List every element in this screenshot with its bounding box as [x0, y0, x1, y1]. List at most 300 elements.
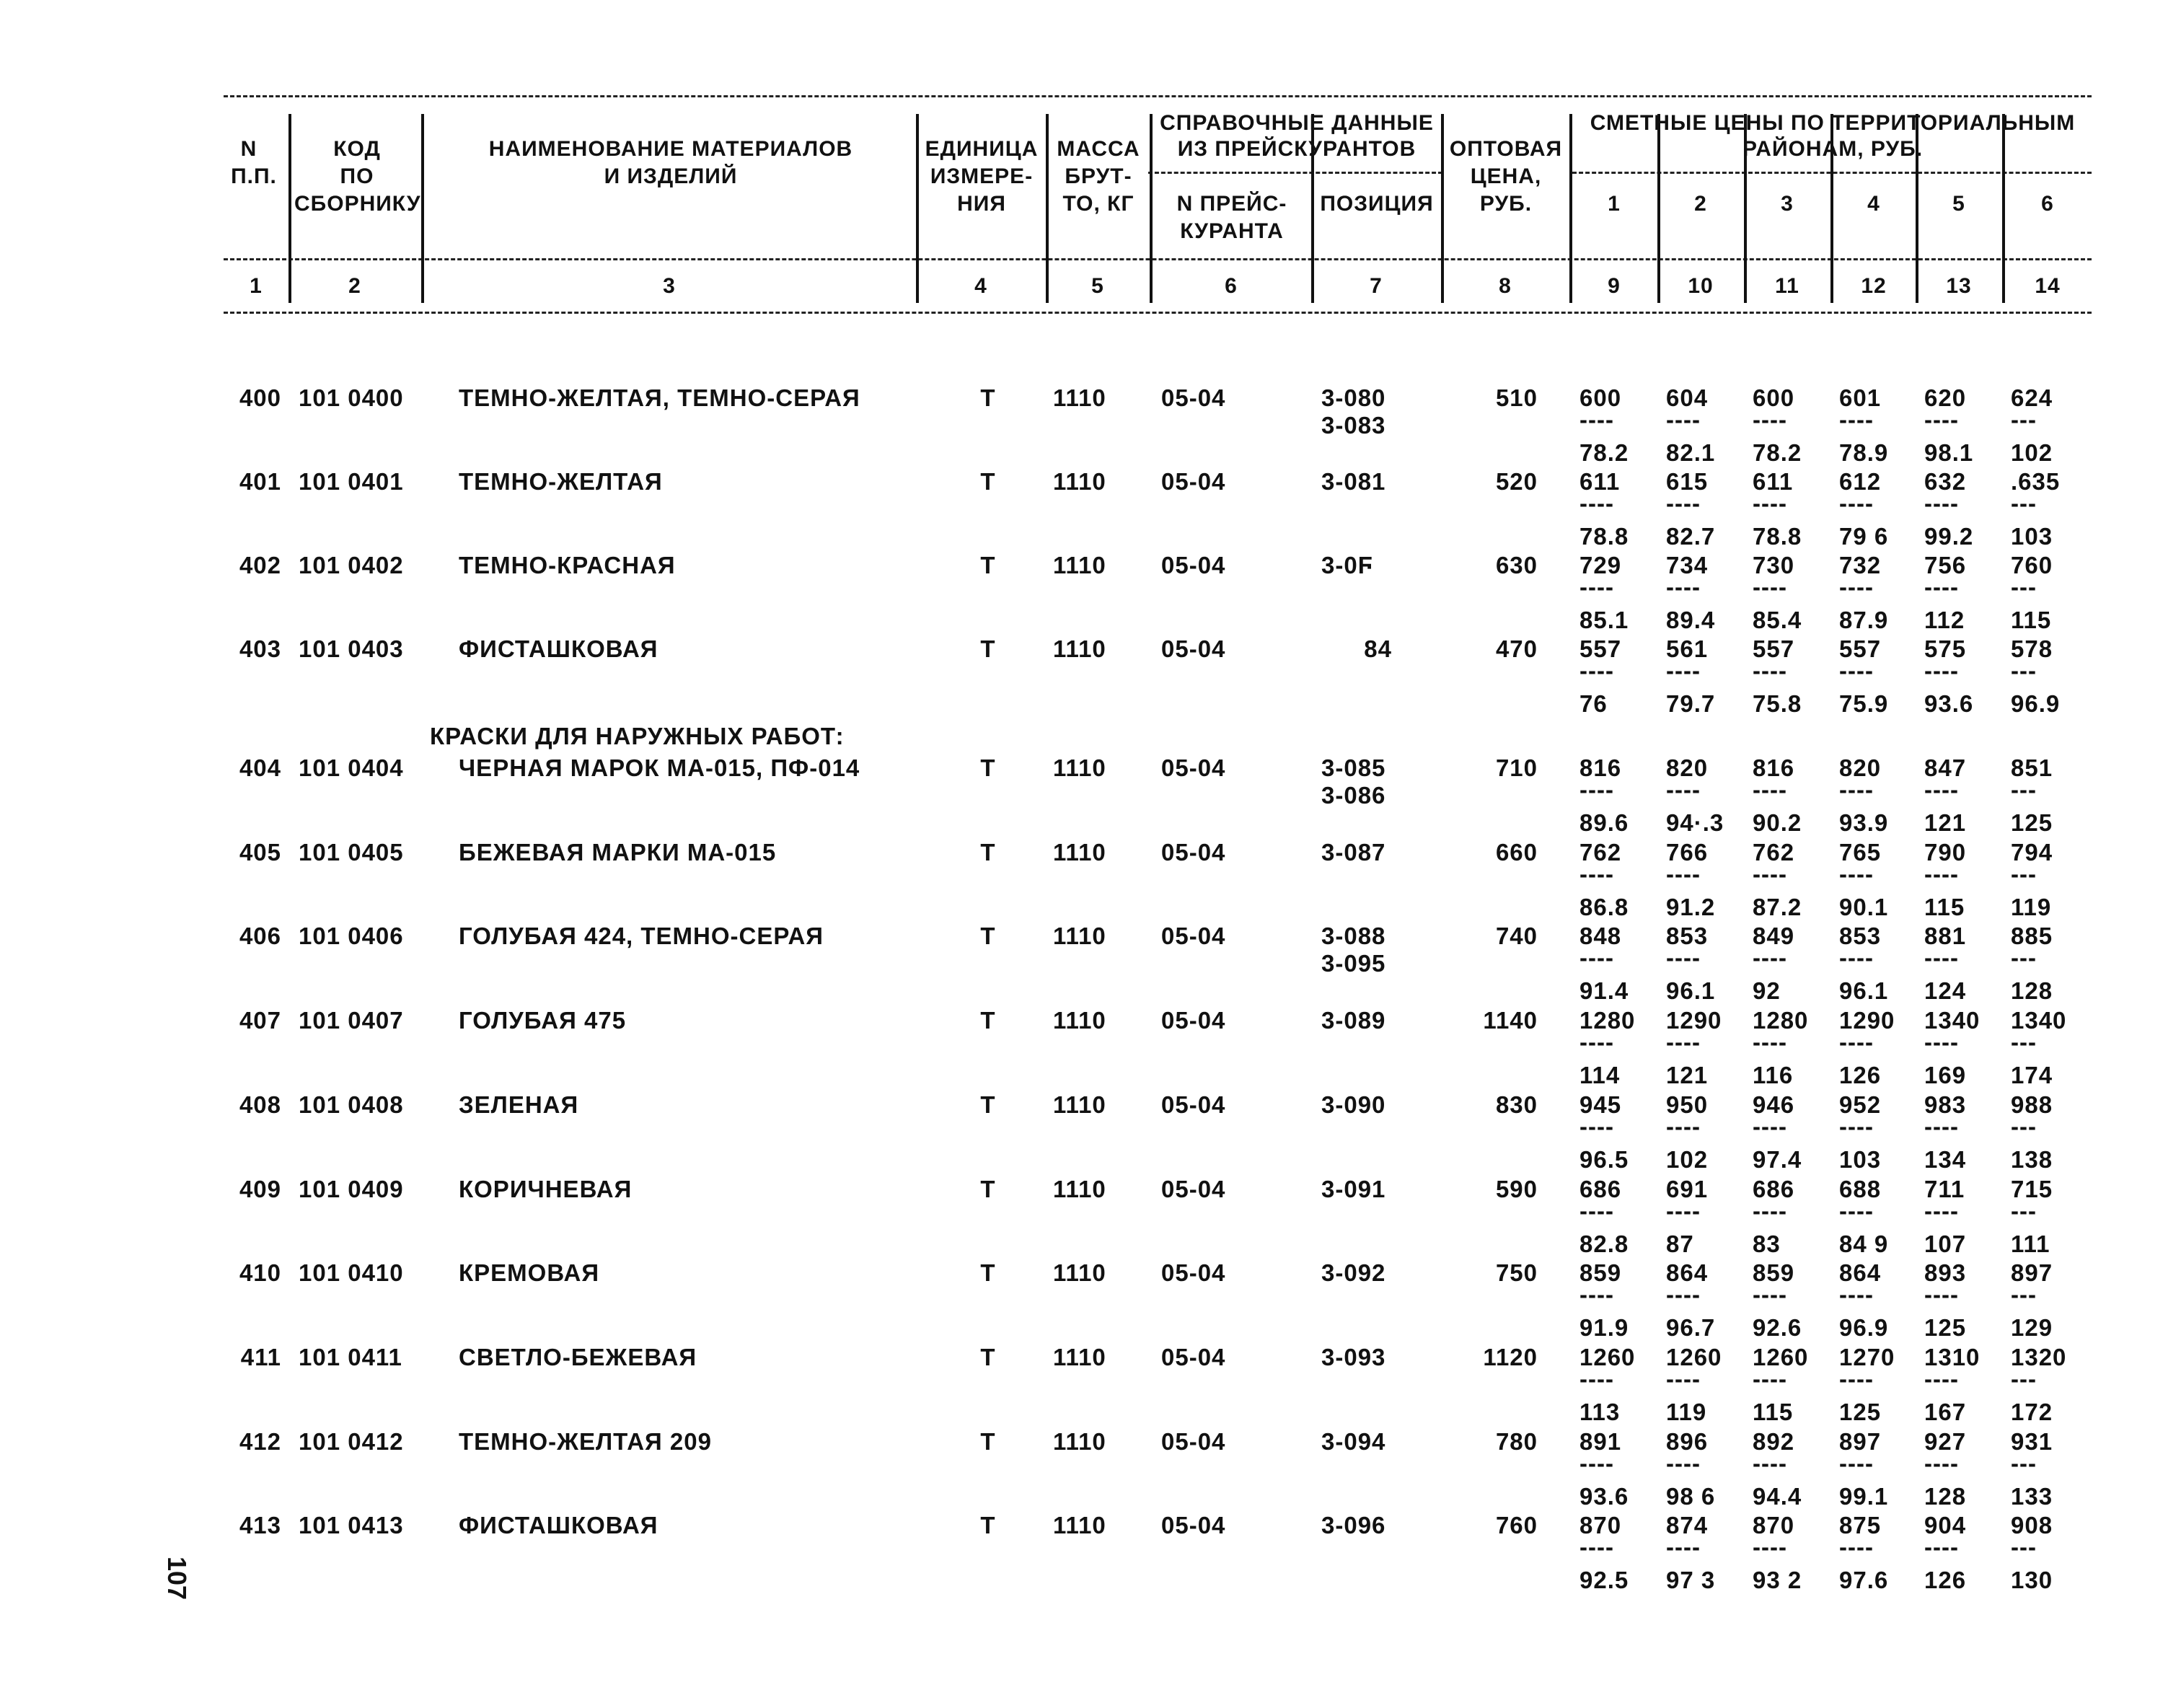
- row-sub-district-5: 128: [1924, 1482, 1967, 1510]
- header-colnum-10: 10: [1688, 274, 1714, 298]
- fraction-dash: ----: [1839, 1281, 1874, 1308]
- row-price-district-2: 766: [1666, 838, 1709, 866]
- header-opt-3: РУБ.: [1479, 192, 1533, 216]
- row-unit: Т: [980, 384, 996, 411]
- row-price-district-4: 688: [1839, 1175, 1882, 1202]
- row-price-district-3: 849: [1753, 923, 1795, 950]
- row-opt-price: 710: [1495, 754, 1538, 781]
- fraction-dash: ----: [1839, 776, 1874, 803]
- fraction-dash: ----: [1666, 573, 1701, 600]
- header-colnum-5: 5: [1091, 274, 1104, 298]
- row-position: 3-096: [1321, 1512, 1386, 1539]
- header-mass-3: ТО, КГ: [1062, 192, 1134, 216]
- fraction-dash: ----: [1753, 1365, 1787, 1392]
- row-price-district-1: 762: [1579, 838, 1622, 866]
- row-code: 101 0404: [299, 754, 404, 781]
- row-pricelist: 05-04: [1161, 552, 1226, 578]
- fraction-dash: ----: [1579, 657, 1614, 684]
- fraction-dash: ---: [2011, 1533, 2037, 1561]
- fraction-dash: ----: [1666, 1533, 1701, 1561]
- fraction-dash: ----: [1666, 1112, 1701, 1140]
- header-column-divider: [1046, 114, 1049, 303]
- fraction-dash: ----: [1924, 490, 1959, 516]
- fraction-dash: ----: [1839, 657, 1874, 684]
- row-sub-district-5: 99.2: [1924, 523, 1974, 550]
- header-colnum-1: 1: [250, 274, 263, 298]
- row-price-district-3: 1280: [1753, 1007, 1809, 1034]
- row-pricelist: 05-04: [1161, 1512, 1226, 1539]
- fraction-dash: ----: [1666, 1197, 1701, 1224]
- header-district-2: 2: [1694, 192, 1707, 216]
- row-unit: Т: [980, 923, 996, 950]
- page-number: 107: [162, 1557, 192, 1601]
- row-opt-price: 1120: [1483, 1343, 1538, 1370]
- row-mass: 1110: [1053, 552, 1106, 578]
- row-sub-district-4: 90.1: [1839, 893, 1889, 920]
- row-price-district-4: 1270: [1839, 1343, 1895, 1370]
- row-opt-price: 510: [1495, 384, 1538, 411]
- fraction-dash: ----: [1579, 1365, 1614, 1392]
- fraction-dash: ----: [1924, 1281, 1959, 1308]
- row-code: 101 0413: [299, 1512, 404, 1539]
- fraction-dash: ----: [1753, 1533, 1787, 1561]
- sprav-split-rule: [1148, 172, 1442, 174]
- row-code: 101 0405: [299, 838, 404, 866]
- header-district-1: 1: [1608, 192, 1621, 216]
- row-sub-district-1: 93.6: [1579, 1482, 1629, 1510]
- fraction-dash: ----: [1753, 860, 1787, 887]
- row-price-district-1: 945: [1579, 1091, 1622, 1118]
- header-colnum-9: 9: [1608, 274, 1621, 298]
- row-price-district-4: 897: [1839, 1427, 1882, 1455]
- fraction-dash: ----: [1924, 1365, 1959, 1392]
- fraction-dash: ----: [1579, 776, 1614, 803]
- row-sub-district-6: 102: [2011, 439, 2053, 466]
- row-price-district-6: 988: [2011, 1091, 2053, 1118]
- row-position: 3-092: [1321, 1259, 1386, 1287]
- row-price-district-3: 730: [1753, 552, 1795, 578]
- row-sub-district-4: 84 9: [1839, 1230, 1889, 1257]
- row-price-district-6: 624: [2011, 384, 2053, 411]
- row-price-district-5: 1310: [1924, 1343, 1980, 1370]
- row-sub-district-3: 92.6: [1753, 1314, 1802, 1342]
- fraction-dash: ----: [1666, 490, 1701, 516]
- row-name: ТЕМНО-ЖЕЛТАЯ, ТЕМНО-СЕРАЯ: [459, 384, 860, 411]
- row-pricelist: 05-04: [1161, 923, 1226, 950]
- row-price-district-1: 891: [1579, 1427, 1622, 1455]
- fraction-dash: ----: [1753, 1281, 1787, 1308]
- fraction-dash: ----: [1666, 944, 1701, 972]
- row-name: ФИСТАШКОВАЯ: [459, 1512, 658, 1539]
- fraction-dash: ----: [1753, 776, 1787, 803]
- header-pricelist-1: N ПРЕЙС-: [1176, 192, 1287, 216]
- row-sub-district-4: 96.1: [1839, 977, 1889, 1005]
- header-mass-2: БРУТ-: [1065, 164, 1132, 188]
- row-sub-district-1: 114: [1579, 1062, 1621, 1089]
- row-name: ФИСТАШКОВАЯ: [459, 635, 658, 662]
- row-code: 101 0412: [299, 1427, 404, 1455]
- row-code: 101 0411: [299, 1343, 402, 1370]
- row-name: ТЕМНО-ЖЕЛТАЯ 209: [459, 1427, 712, 1455]
- row-price-district-3: 557: [1753, 635, 1795, 662]
- fraction-dash: ---: [2011, 490, 2037, 516]
- row-name: ЗЕЛЕНАЯ: [459, 1091, 579, 1118]
- row-sub-district-1: 113: [1579, 1398, 1621, 1425]
- row-price-district-2: 604: [1666, 384, 1709, 411]
- fraction-dash: ---: [2011, 944, 2037, 972]
- row-name: СВЕТЛО-БЕЖЕВАЯ: [459, 1343, 697, 1370]
- row-price-district-2: 561: [1666, 635, 1709, 662]
- row-sub-district-2: 82.7: [1666, 523, 1716, 550]
- row-sub-district-6: 174: [2011, 1062, 2053, 1089]
- header-column-divider: [1150, 114, 1153, 303]
- row-price-district-3: 892: [1753, 1427, 1795, 1455]
- fraction-dash: ---: [2011, 860, 2037, 887]
- row-sub-district-6: 128: [2011, 977, 2053, 1005]
- row-opt-price: 590: [1495, 1175, 1538, 1202]
- row-unit: Т: [980, 635, 996, 662]
- row-price-district-3: 686: [1753, 1175, 1795, 1202]
- row-number: 410: [239, 1259, 281, 1287]
- row-name: ГОЛУБАЯ 475: [459, 1007, 627, 1034]
- row-sub-district-1: 85.1: [1579, 607, 1629, 633]
- row-pricelist: 05-04: [1161, 635, 1226, 662]
- row-sub-district-3: 116: [1753, 1062, 1794, 1089]
- row-sub-district-3: 83: [1753, 1230, 1781, 1257]
- row-price-district-2: 691: [1666, 1175, 1709, 1202]
- header-colnum-8: 8: [1499, 274, 1512, 298]
- row-sub-district-4: 96.9: [1839, 1314, 1889, 1342]
- row-position: 84: [1364, 635, 1392, 662]
- row-pricelist: 05-04: [1161, 1343, 1226, 1370]
- row-price-district-6: 897: [2011, 1259, 2053, 1287]
- row-number: 403: [239, 635, 281, 662]
- row-position-2: 3-095: [1321, 950, 1386, 977]
- row-price-district-1: 729: [1579, 552, 1622, 578]
- row-price-district-4: 601: [1839, 384, 1882, 411]
- fraction-dash: ----: [1839, 944, 1874, 972]
- row-sub-district-4: 126: [1839, 1062, 1882, 1089]
- fraction-dash: ----: [1924, 1449, 1959, 1476]
- fraction-dash: ----: [1839, 1029, 1874, 1056]
- header-column-divider: [288, 114, 291, 303]
- fraction-dash: ----: [1924, 1112, 1959, 1140]
- row-sub-district-5: 124: [1924, 977, 1967, 1005]
- row-price-district-6: .635: [2011, 468, 2061, 495]
- row-price-district-4: 557: [1839, 635, 1882, 662]
- row-sub-district-4: 79 6: [1839, 523, 1889, 550]
- row-sub-district-4: 97.6: [1839, 1567, 1889, 1594]
- row-price-district-5: 983: [1924, 1091, 1967, 1118]
- header-n-pp: П.П.: [231, 164, 277, 188]
- row-sub-district-5: 93.6: [1924, 690, 1974, 717]
- fraction-dash: ----: [1753, 944, 1787, 972]
- row-sub-district-2: 119: [1666, 1398, 1707, 1425]
- row-sub-district-1: 78.2: [1579, 439, 1629, 466]
- row-position: 3-085: [1321, 754, 1386, 781]
- row-position-2: 3-086: [1321, 782, 1386, 809]
- header-district-3: 3: [1781, 192, 1794, 216]
- row-number: 407: [239, 1007, 281, 1034]
- row-sub-district-3: 78.2: [1753, 439, 1802, 466]
- header-naim-1: НАИМЕНОВАНИЕ МАТЕРИАЛОВ: [488, 137, 853, 161]
- row-sub-district-3: 93 2: [1753, 1567, 1802, 1594]
- fraction-dash: ----: [1753, 1449, 1787, 1476]
- fraction-dash: ----: [1839, 1365, 1874, 1392]
- fraction-dash: ----: [1839, 1197, 1874, 1224]
- fraction-dash: ----: [1839, 860, 1874, 887]
- row-price-district-6: 1320: [2011, 1343, 2067, 1370]
- row-price-district-4: 765: [1839, 838, 1882, 866]
- row-mass: 1110: [1053, 754, 1106, 781]
- row-name: ТЕМНО-КРАСНАЯ: [459, 552, 676, 578]
- row-position: 3-087: [1321, 838, 1386, 866]
- header-sprav-2: ИЗ ПРЕЙСКУРАНТОВ: [1177, 137, 1416, 161]
- row-pricelist: 05-04: [1161, 1007, 1226, 1034]
- row-price-district-6: 885: [2011, 923, 2053, 950]
- header-colnum-11: 11: [1775, 274, 1799, 298]
- row-position: 3-081: [1321, 468, 1386, 495]
- row-sub-district-5: 112: [1924, 607, 1965, 633]
- row-sub-district-1: 86.8: [1579, 893, 1629, 920]
- header-pricelist-2: КУРАНТА: [1180, 219, 1284, 243]
- row-position: 3-090: [1321, 1091, 1386, 1118]
- fraction-dash: ----: [1839, 406, 1874, 433]
- header-kod-sb: СБОРНИКУ: [294, 192, 421, 216]
- fraction-dash: ----: [1579, 406, 1614, 433]
- row-sub-district-5: 121: [1924, 809, 1967, 836]
- row-position: 3-093: [1321, 1343, 1386, 1370]
- row-name: КРЕМОВАЯ: [459, 1259, 600, 1287]
- row-sub-district-2: 91.2: [1666, 893, 1716, 920]
- header-colnum-6: 6: [1225, 274, 1238, 298]
- row-mass: 1110: [1053, 468, 1106, 495]
- row-pricelist: 05-04: [1161, 1427, 1226, 1455]
- fraction-dash: ---: [2011, 1449, 2037, 1476]
- row-sub-district-6: 96.9: [2011, 690, 2061, 717]
- row-code: 101 0401: [299, 468, 404, 495]
- row-code: 101 0407: [299, 1007, 404, 1034]
- row-sub-district-6: 111: [2011, 1230, 2050, 1257]
- row-name: ТЕМНО-ЖЕЛТАЯ: [459, 468, 663, 495]
- row-price-district-5: 756: [1924, 552, 1967, 578]
- row-mass: 1110: [1053, 384, 1106, 411]
- row-price-district-3: 859: [1753, 1259, 1795, 1287]
- fraction-dash: ----: [1839, 1449, 1874, 1476]
- row-position: 3-091: [1321, 1175, 1386, 1202]
- header-mass-1: МАССА: [1057, 137, 1140, 161]
- fraction-dash: ----: [1924, 944, 1959, 972]
- header-colnum-7: 7: [1370, 274, 1383, 298]
- row-code: 101 0403: [299, 635, 404, 662]
- row-sub-district-4: 103: [1839, 1145, 1882, 1173]
- row-sub-district-3: 97.4: [1753, 1145, 1802, 1173]
- row-sub-district-5: 167: [1924, 1398, 1967, 1425]
- row-number: 406: [239, 923, 281, 950]
- row-position: 3-094: [1321, 1427, 1386, 1455]
- row-price-district-5: 893: [1924, 1259, 1967, 1287]
- fraction-dash: ----: [1753, 490, 1787, 516]
- row-pricelist: 05-04: [1161, 1175, 1226, 1202]
- row-price-district-4: 864: [1839, 1259, 1882, 1287]
- row-unit: Т: [980, 1512, 996, 1539]
- fraction-dash: ---: [2011, 1112, 2037, 1140]
- row-number: 400: [239, 384, 281, 411]
- row-mass: 1110: [1053, 838, 1106, 866]
- row-price-district-4: 853: [1839, 923, 1882, 950]
- fraction-dash: ---: [2011, 1197, 2037, 1224]
- row-number: 411: [240, 1343, 281, 1370]
- fraction-dash: ----: [1579, 944, 1614, 972]
- fraction-dash: ----: [1753, 1112, 1787, 1140]
- row-sub-district-1: 91.4: [1579, 977, 1629, 1005]
- row-price-district-5: 632: [1924, 468, 1967, 495]
- row-mass: 1110: [1053, 1512, 1106, 1539]
- row-sub-district-4: 87.9: [1839, 607, 1889, 633]
- row-sub-district-5: 125: [1924, 1314, 1967, 1342]
- row-unit: Т: [980, 1427, 996, 1455]
- row-price-district-2: 896: [1666, 1427, 1709, 1455]
- row-sub-district-2: 98 6: [1666, 1482, 1716, 1510]
- row-code: 101 0402: [299, 552, 404, 578]
- fraction-dash: ----: [1666, 860, 1701, 887]
- fraction-dash: ----: [1666, 1365, 1701, 1392]
- fraction-dash: ----: [1753, 1029, 1787, 1056]
- fraction-dash: ----: [1579, 1029, 1614, 1056]
- fraction-dash: ----: [1753, 573, 1787, 600]
- row-price-district-1: 870: [1579, 1512, 1622, 1539]
- fraction-dash: ----: [1753, 657, 1787, 684]
- row-price-district-6: 578: [2011, 635, 2053, 662]
- fraction-dash: ----: [1666, 657, 1701, 684]
- fraction-dash: ----: [1666, 1029, 1701, 1056]
- row-price-district-2: 615: [1666, 468, 1709, 495]
- row-sub-district-3: 92: [1753, 977, 1781, 1005]
- header-top-rule: [224, 95, 2092, 97]
- row-mass: 1110: [1053, 1427, 1106, 1455]
- header-kod-po: ПО: [340, 164, 374, 188]
- fraction-dash: ----: [1924, 406, 1959, 433]
- row-sub-district-6: 172: [2011, 1398, 2053, 1425]
- header-colnum-12: 12: [1861, 274, 1887, 298]
- row-sub-district-2: 79.7: [1666, 690, 1716, 717]
- row-opt-price: 750: [1495, 1259, 1538, 1287]
- row-unit: Т: [980, 754, 996, 781]
- row-mass: 1110: [1053, 1007, 1106, 1034]
- header-district-6: 6: [2041, 192, 2054, 216]
- row-unit: Т: [980, 1343, 996, 1370]
- row-price-district-4: 732: [1839, 552, 1882, 578]
- row-pricelist: 05-04: [1161, 838, 1226, 866]
- row-sub-district-2: 97 3: [1666, 1567, 1716, 1594]
- row-sub-district-2: 82.1: [1666, 439, 1716, 466]
- row-code: 101 0400: [299, 384, 404, 411]
- row-price-district-2: 734: [1666, 552, 1709, 578]
- row-price-district-2: 1260: [1666, 1343, 1722, 1370]
- row-price-district-3: 1260: [1753, 1343, 1809, 1370]
- row-sub-district-3: 87.2: [1753, 893, 1802, 920]
- row-price-district-1: 1260: [1579, 1343, 1636, 1370]
- row-sub-district-1: 78.8: [1579, 523, 1629, 550]
- row-price-district-1: 557: [1579, 635, 1622, 662]
- row-sub-district-6: 129: [2011, 1314, 2053, 1342]
- fraction-dash: ----: [1924, 573, 1959, 600]
- row-price-district-4: 952: [1839, 1091, 1882, 1118]
- row-name: БЕЖЕВАЯ МАРКИ МА-015: [459, 838, 777, 866]
- row-unit: Т: [980, 1007, 996, 1034]
- header-sprav-1: СПРАВОЧНЫЕ ДАННЫЕ: [1160, 111, 1434, 135]
- header-district-5: 5: [1952, 192, 1965, 216]
- fraction-dash: ----: [1924, 1029, 1959, 1056]
- row-price-district-3: 870: [1753, 1512, 1795, 1539]
- row-sub-district-3: 94.4: [1753, 1482, 1802, 1510]
- header-colnum-rule: [224, 258, 2092, 260]
- row-sub-district-1: 76: [1579, 690, 1608, 717]
- row-number: 402: [239, 552, 281, 578]
- fraction-dash: ----: [1924, 860, 1959, 887]
- row-pricelist: 05-04: [1161, 468, 1226, 495]
- row-name: КОРИЧНЕВАЯ: [459, 1175, 633, 1202]
- row-number: 413: [239, 1512, 281, 1539]
- row-sub-district-4: 99.1: [1839, 1482, 1889, 1510]
- row-sub-district-3: 85.4: [1753, 607, 1802, 633]
- row-price-district-6: 715: [2011, 1175, 2053, 1202]
- row-price-district-2: 1290: [1666, 1007, 1722, 1034]
- row-price-district-5: 1340: [1924, 1007, 1980, 1034]
- row-unit: Т: [980, 1091, 996, 1118]
- fraction-dash: ----: [1579, 860, 1614, 887]
- fraction-dash: ----: [1839, 573, 1874, 600]
- row-opt-price: 520: [1495, 468, 1538, 495]
- fraction-dash: ----: [1924, 1533, 1959, 1561]
- header-unit-1: ЕДИНИЦА: [925, 137, 1039, 161]
- section-title: КРАСКИ ДЛЯ НАРУЖНЫХ РАБОТ:: [430, 723, 845, 749]
- fraction-dash: ----: [1579, 490, 1614, 516]
- header-column-divider: [916, 114, 919, 303]
- header-bottom-rule: [224, 312, 2092, 314]
- fraction-dash: ----: [1666, 1449, 1701, 1476]
- row-position-2: 3-083: [1321, 412, 1386, 439]
- row-sub-district-3: 115: [1753, 1398, 1794, 1425]
- fraction-dash: ---: [2011, 573, 2037, 600]
- row-number: 409: [239, 1175, 281, 1202]
- row-number: 408: [239, 1091, 281, 1118]
- header-colnum-13: 13: [1946, 274, 1972, 298]
- row-price-district-5: 711: [1924, 1175, 1965, 1202]
- fraction-dash: ----: [1579, 1281, 1614, 1308]
- fraction-dash: ----: [1579, 1197, 1614, 1224]
- fraction-dash: ----: [1666, 776, 1701, 803]
- fraction-dash: ---: [2011, 1365, 2037, 1392]
- row-mass: 1110: [1053, 1091, 1106, 1118]
- row-sub-district-3: 78.8: [1753, 523, 1802, 550]
- row-sub-district-5: 169: [1924, 1062, 1967, 1089]
- row-opt-price: 660: [1495, 838, 1538, 866]
- fraction-dash: ----: [1924, 1197, 1959, 1224]
- row-price-district-5: 790: [1924, 838, 1967, 866]
- fraction-dash: ----: [1839, 490, 1874, 516]
- header-n: N: [240, 137, 257, 161]
- row-price-district-6: 794: [2011, 838, 2053, 866]
- row-price-district-5: 927: [1924, 1427, 1967, 1455]
- row-mass: 1110: [1053, 635, 1106, 662]
- header-opt-1: ОПТОВАЯ: [1449, 137, 1563, 161]
- row-mass: 1110: [1053, 1175, 1106, 1202]
- row-price-district-3: 611: [1753, 468, 1794, 495]
- row-sub-district-6: 138: [2011, 1145, 2053, 1173]
- row-price-district-5: 847: [1924, 754, 1967, 781]
- row-sub-district-6: 133: [2011, 1482, 2053, 1510]
